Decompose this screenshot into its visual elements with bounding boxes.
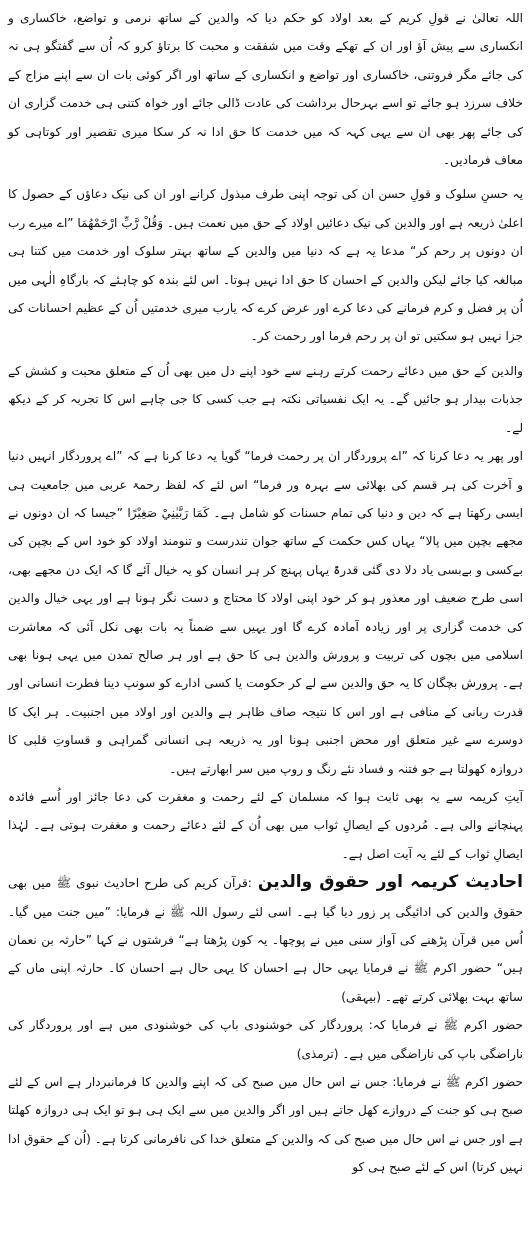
paragraph-7: حضور اکرم ﷺ نے فرمایا کہ: پروردگار کی خوشنودی باپ کی خوشنودی میں ہے اور پروردگار کی ناراضگی باپ کی ناراضگی میں ہے۔ (ترمذی)	[8, 1018, 523, 1061]
paragraph-3: والدین کے حق میں دعائے رحمت کرتے رہنے سے خود اپنے دل میں بھی اُن کے متعلق محبت و کشش کے جذبات بیدار ہو جائیں گے۔ یہ ایک نفسیاتی نکتہ ہے جب کسی کا جی چاہے اس کا تجربہ کر کے دیکھ لے۔	[8, 363, 523, 435]
paragraph-8: حضور اکرم ﷺ نے فرمایا: جس نے اس حال میں صبح کی کہ اپنے والدین کا فرمانبردار ہے اس کے لئے صبح ہی کو جنت کے دروازے کھل جاتے ہیں اور اگر والدین میں سے ایک ہی ہو تو ایک ہی دروازہ کھلتا ہے اور جس نے اس حال میں صبح کی کہ والدین کے متعلق خدا کی نافرمانی کرتا ہے۔ (اُن کے حقوق ادا نہیں کرتا) اس کے لئے صبح ہی کو	[8, 1075, 523, 1175]
paragraph-6-text: :قرآن کریم کی طرح احادیث نبوی ﷺ میں بھی حقوق والدین کی ادائیگی پر زور دیا گیا ہے۔ اسی لئے رسول اللہ ﷺ نے فرمایا: ”میں جنت میں گیا۔ اُس میں قرآن پڑھنے کی آواز سنی میں نے پوچھا۔ یہ کون پڑھتا ہے“ فرشتوں نے کہا ”حارثہ بن نعمان ہیں“ حضور اکرم ﷺ نے فرمایا یہی حال ہے احسان کا یہی حال ہے احسان کا۔ حارثہ اپنی ماں کے ساتھ بہت بھلائی کرتے تھے۔ (بیہقی)	[8, 876, 523, 1004]
paragraph-6	[8, 868, 523, 1011]
paragraph-1: اللہ تعالیٰ نے قولِ کریم کے بعد اولاد کو حکم دیا کہ والدین کے ساتھ نرمی و تواضع، خاکساری و انکساری سے پیش آؤ اور ان کے تھکے وقت میں شفقت و محبت کا برتاؤ کرو کہ اُن سے گفتگو ہی نہ کی جائے مگر فروتنی، خاکساری اور تواضع و انکساری کے ساتھ اور اگر کوئی بات ان سے اپنے مزاج کے خلاف سرزد ہو جائے تو اسے بہرحال برداشت کی عادت ڈالی جائے اور خواہ کتنی ہی خدمت گزاری ان کی جائے پھر بھی ان سے یہی کہہ کہ میں خدمت کا حق ادا نہ کر سکا میری تقصیر اور کوتاہی کو معاف فرمادیں۔	[8, 11, 523, 168]
paragraph-5: آیتِ کریمہ سے یہ بھی ثابت ہوا کہ مسلمان کے لئے رحمت و مغفرت کی دعا جائز اور اُسے فائدہ پہنچانے والی ہے۔ مُردوں کے ایصالِ ثواب میں بھی اُن کے لئے دعائے رحمت و مغفرت ہوتی ہے۔ لہٰذا ایصالِ ثواب کے لئے یہ آیت اصل ہے۔	[8, 789, 523, 861]
paragraph-4: اور پھر یہ دعا کرنا کہ ”اے پروردگار ان پر رحمت فرما“ گویا یہ دعا کرنا ہے کہ ”اے پروردگار انہیں دنیا و آخرت کی ہر قسم کی بھلائی سے بہرہ ور فرما“ اس لئے کہ لفظ رحمۃ عربی میں جامعیت ہی ایسی رکھتا ہے کہ دین و دنیا کی تمام حسنات کو شامل ہے۔ كَمَا رَبَّيٰنِيْ صَغِيْرًا ”جیسا کہ ان دونوں نے مجھے بچپن میں پالا“ یہاں کس حکمت کے ساتھ جوان تندرست و تنومند اولاد کو خود اس کے بچپن کی بےکسی و بےبسی یاد دلا دی گئی قدرۃً یہاں پہنچ کر ہر انسان کو یہ خیال آئے گا کہ ایک دن مجھے بھی، اسی طرح ضعیف اور معذور ہو کر خود اپنی اولاد کا محتاج و دست نگر ہونا ہے اور یہی خیال والدین کی خدمت گزاری پر اور زیادہ آمادہ کرے گا اور یہیں سے ضمناً یہ بات بھی نکل آئی کہ معاشرت اسلامی میں بچوں کی تربیت و پرورش والدین ہی کا حق ہے اور ہر صالح تمدن میں یہی ہونا بھی ہے۔ پرورش بچگان کا یہ حق والدین سے لے کر حکومت یا کسی ادارے کو سونپ دینا فطرت انسانی اور قدرت ربانی کے منافی ہے اور اس کا نتیجہ صاف ظاہر ہے والدین اور اولاد میں اجنبیت۔ ہر ایک کا دوسرے سے غیر متعلق اور محض اجنبی ہونا اور یہ ذریعہ ہی انسانی گمراہی و قساوتِ قلبی کا دروازہ کھولتا ہے جو فتنہ و فساد نئے رنگ و روپ میں سر ابھارتے ہیں۔	[8, 449, 523, 776]
section-heading: احادیث کریمہ اور حقوق والدین	[257, 872, 524, 893]
paragraph-2: یہ حسنِ سلوک و قولِ حسن ان کی توجہ اپنی طرف مبذول کرانے اور ان کی نیک دعاؤں کے حصول کا اعلیٰ ذریعہ ہے اور والدین کی نیک دعائیں اولاد کے حق میں نعمت ہیں۔ وَقُلْ رَّبِّ ارْحَمْهُمَا ”اے میرے رب ان دونوں پر رحم کر“ مدعا یہ ہے کہ دنیا میں والدین کے ساتھ بہتر سلوک اور خدمت میں کتنا ہی مبالغہ کیا جائے لیکن والدین کے احسان کا حق ادا نہیں ہوتا۔ اس لئے بندہ کو چاہئے کہ بارگاہِ الٰہی میں اُن پر فضل و کرم فرمانے کی دعا کرے اور عرض کرے کہ یارب میری خدمتیں اُن کے عظیم احسانات کی جزا نہیں ہو سکتیں تو ان پر رحم فرما اور رحمت کر۔	[8, 187, 523, 344]
